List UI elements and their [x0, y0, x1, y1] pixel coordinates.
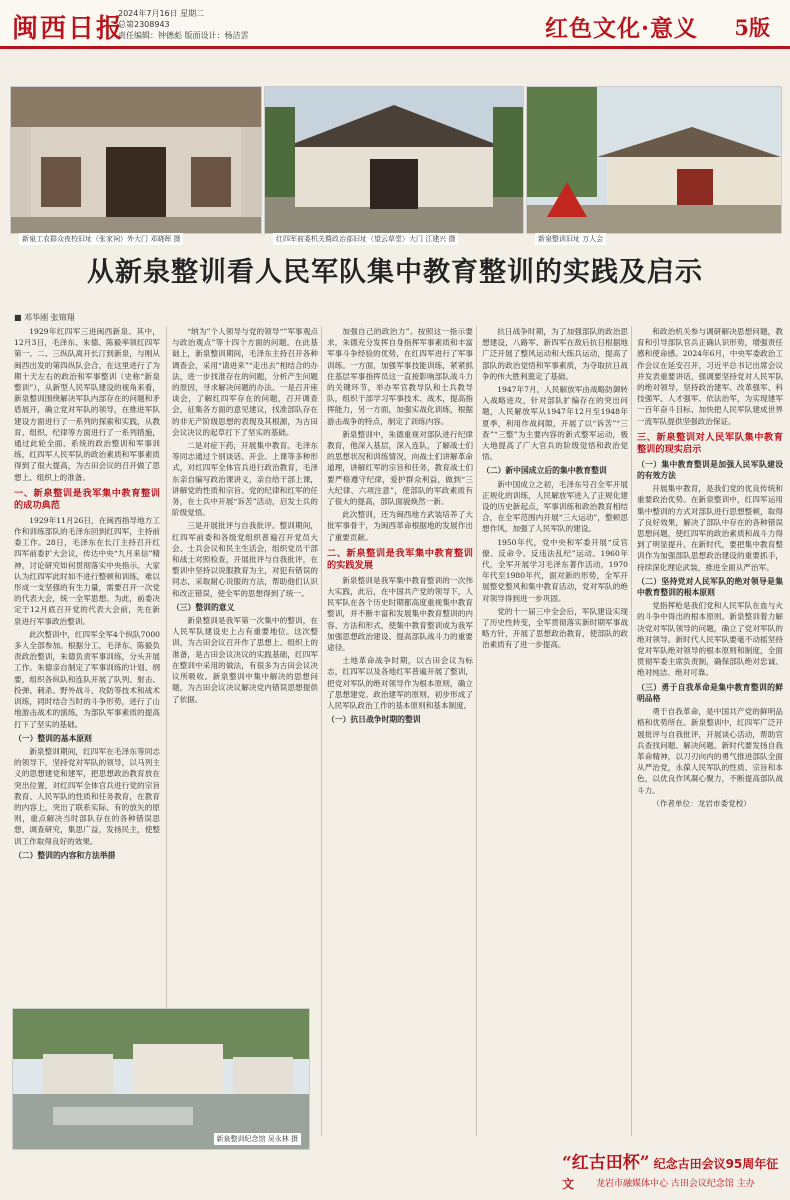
essay-contest-banner: [552, 1140, 784, 1196]
building-icon: [13, 1009, 309, 1149]
page-number: 5版: [734, 15, 770, 40]
article-column-2: [172, 326, 318, 1002]
paragraph: 1929年红四军三进闽西新泉。其中，12月3日，毛泽东、朱德、陈毅率领红四军第一、二、三纵队离开长汀到新泉，与刚从闽西出发的第四纵队会合，在这里进行了为期十天左右的政治和军事整训（史称“新泉整训”），从新型人民军队建设的视角来看，新泉整训围绕解决军队内部存在的问题和矛盾展开，确立党对军队的领导，在推进军队建设方面进行了一系列的探索和实践，从教育、组织、纪律等方面进行了一系列措施，通过此轮全面、系统的政治整训和军事训练，红四军人民军队的政治素质和军事素质得到了很大提高，为古田会议的召开做了思想上、组织上的准备。: [14, 327, 160, 482]
issue-meta: [118, 8, 249, 41]
article-column-4: [482, 326, 628, 1136]
subsection-heading: （二）整训的内容和方法举措: [14, 850, 116, 860]
paragraph: 土地革命战争时期，以古田会议为标志，红四军以及各地红军普遍开展了整训，把党对军队的绝对领导作为根本原则，确立了思想建党、政治建军的原则，初步形成了人民军队政治工作的基本原则和基本制度。: [327, 656, 473, 711]
masthead: [0, 0, 790, 49]
subsection-heading: （三）勇于自我革命是集中教育整训的鲜明品格: [637, 682, 783, 703]
photo-caption: 新泉工农群众夜校旧址（张家祠）外大门 邓晓晖 摄: [19, 233, 183, 245]
subsection-heading: （一）整训的基本原则: [14, 733, 92, 743]
building-icon: [11, 87, 261, 233]
photo-wangyun-hall: [264, 86, 524, 243]
paragraph: 此次整训，还为闽西地方武装培养了大批军事骨干，为闽西革命根据地的发展作出了重要贡献。: [327, 510, 473, 542]
photo-caption: 红四军前委机关暨政治部旧址（望云草堂）大门 江建兴 摄: [273, 233, 458, 245]
paragraph: 1950年代，党中央和军委开展“反官僚、反命令、反违法乱纪”运动。1960年代，全军开展学习毛泽东著作活动，1970年代至1980年代，面对新的形势，全军开展整党整风和集中教育活动，党对军队的绝对领导得到进一步巩固。: [482, 537, 628, 603]
paragraph: 新泉整训期间，红四军在毛泽东等同志的领导下，坚持党对军队的领导，以马列主义的思想建党和建军，把思想政治教育放在突出位置，对红四军全体官兵进行党的宗旨教育、人民军队的性质和任务教育，在教育的内容上，突出了联系实际、有的放矢的原则，重点解决当时部队存在的各种错误思想，调查研究，集思广益，发扬民主，使整训工作取得良好的效果。: [14, 746, 160, 846]
paragraph: 1929年11月26日，在闽西指导地方工作和训练部队的毛泽东回到红四军，主持前委工作。28日，毛泽东在长汀主持召开红四军前委扩大会议，传达中央“九月来信”精神，讨论研究如何贯彻落实中央指示。大家认为红四军此时如不进行整顿和训练，难以形成一支坚强的有生力量，需要召开一次党的代表大会，统一全军思想。为此，前委决定于12月底召开党的代表大会前，先在新泉进行军事政治整训。: [14, 515, 160, 626]
byline: ■ 邓华刚 张锦翔: [14, 313, 75, 322]
building-icon: [265, 87, 523, 233]
building-icon: [527, 87, 781, 233]
paragraph: 新泉整训中，朱德重视对部队进行纪律教育，他深入基层，深入连队，了解战士们的思想状况和训练情况，向战士们讲解革命道理，讲解红军的宗旨和任务，教育战士们要严格遵守纪律，爱护群众利益，做到“三大纪律、六项注意”，使部队的军政素质有了很大的提高，部队面貌焕然一新。: [327, 429, 473, 507]
photo-memorial-hall: [12, 1008, 310, 1150]
photo-training-site: [526, 86, 782, 243]
contest-subtitle: 纪念古田会议95周年征文: [562, 1157, 779, 1191]
section-heading: 一、新泉整训是我军集中教育整训的成功典范: [14, 487, 160, 511]
paragraph: 党的十一届三中全会后，军队建设实现了历史性转变，全军贯彻落实新时期军事战略方针，开展了思想政治教育，使部队的政治素质有了进一步提高。: [482, 606, 628, 650]
subsection-heading: （三）整训的意义: [172, 602, 235, 612]
article-column-3: [327, 326, 473, 1136]
issue-number: 总第2308943: [118, 20, 170, 29]
paragraph: “纳为”个人领导与党的领导“”军事观点与政治观点”等十四个方面的问题。在此基础上，新泉整训期间，毛泽东主持召开各种调查会，采用“请进来”“走出去”相结合的办法，进一步找准存在的问题，分析产生问题的原因，寻求解决问题的办法。一是召开座谈会，了解红四军存在的问题，召开调查会，征集各方面的意见建议，找准部队存在的非无产阶级思想的表现及其根源，为古田会议决议的起草打下了坚实的基础。: [172, 327, 318, 437]
editor-line: 责任编辑：钟德彪 版面设计：杨洁雲: [118, 31, 249, 40]
paragraph: 新泉整训是我军第一次集中的整训，在人民军队建设史上占有重要地位。这次整训，为古田会议召开作了思想上、组织上的准备，是古田会议决议的实践基础，红四军在整训中采用的做法，有很多为古田会议决议所吸收。新泉整训中集中解决的思想问题，为古田会议决议解决党内错误思想提供了依据。: [172, 616, 318, 704]
section-heading: 二、新泉整训是我军集中教育整训的实践发展: [327, 547, 473, 571]
paragraph: 二是对症下药，开展集中教育。毛泽东等同志通过个别谈话、开会、上课等多种形式，对红四军全体官兵进行政治教育，毛泽东亲自编写政治课讲义，亲自给干部上课，讲解党的性质和宗旨、党的纪律和红军的任务，在士兵中开展“诉苦”活动，启发士兵的阶级觉悟。: [172, 441, 318, 518]
author-note: （作者单位：龙岩市委党校）: [652, 798, 751, 808]
photo-night-school: [10, 86, 262, 243]
contest-name: “红古田杯”: [562, 1153, 650, 1173]
subsection-heading: （二）坚持党对人民军队的绝对领导是集中教育整训的根本原则: [637, 576, 783, 598]
photo-caption: 新泉整训纪念馆 吴永林 摄: [214, 1133, 301, 1145]
paragraph: 此次整训中，红四军全军4个纵队7000多人全部参加。根据分工，毛泽东、陈毅负责政治整训，朱德负责军事训练，分头开展工作。朱德亲自制定了军事训练的计划、纲要，组织各纵队和连队开展了队列、射击、投弹、刺杀、野外战斗、攻防等技术和战术训练，同时结合当时的斗争形势，进行了山地游击战术的演练，为部队军事素质的提高打下了坚实的基础。: [14, 629, 160, 729]
headline: 从新泉整训看人民军队集中教育整训的实践及启示: [87, 257, 703, 288]
paragraph: 党指挥枪是我们党和人民军队在血与火的斗争中得出的根本原则。新泉整训着力解决党对军队领导的问题，确立了党对军队的绝对领导。新时代人民军队要毫不动摇坚持党对军队绝对领导的根本原则和制度，全面贯彻军委主席负责制，确保部队绝对忠诚、绝对纯洁、绝对可靠。: [637, 601, 783, 678]
paragraph: 勇于自我革命，是中国共产党的鲜明品格和优势所在。新泉整训中，红四军广泛开展批评与自我批评，开展谈心活动，帮助官兵查找问题、解决问题。新时代要发扬自我革命精神，以刀刃向内的勇气推进部队全面从严治党，永葆人民军队的性质、宗旨和本色，以优良作风凝心聚力，不断提高部队战斗力。: [637, 707, 783, 795]
paragraph: 加强自己的政治力”。按照这一指示要求，朱德充分发挥自身指挥军事素质和丰富军事斗争经验的优势，在红四军进行了军事训练。一方面，加强军事技能训练，紧紧抓住基层军事指挥员这一直接影响部队战斗力的关键环节，举办军官教导队和士兵教导队，组织干部学习军事技术、战术，提高指挥能力，另一方面，加强实战化训练，根据游击战争的特点，制定了训练内容。: [327, 327, 473, 426]
newspaper-logo: 闽西日报: [12, 14, 125, 44]
paragraph: 新泉整训是我军集中教育整训的一次伟大实践，此后，在中国共产党的领导下，人民军队在各个历史时期都高度重视集中教育整训，并不断丰富和发展集中教育整训的内容、方法和形式，使集中教育整训成为我军加强思想政治建设、提高部队战斗力的重要途径。: [327, 575, 473, 653]
issue-date: 2024年7月16日 星期二: [118, 9, 205, 18]
contest-host: 龙岩市融媒体中心 古田会议纪念馆 主办: [596, 1179, 755, 1189]
subsection-heading: （一）集中教育整训是加强人民军队建设的有效方法: [637, 459, 783, 481]
subsection-heading: （一）抗日战争时期的整训: [327, 715, 421, 725]
paragraph: 开展集中教育，是我们党的优良传统和重要政治优势。在新泉整训中，红四军运用集中整训的方式对部队进行思想整顿，取得了良好效果，解决了部队中存在的各种错误思想问题，使红四军的政治素质和战斗力得到了明显提升。在新时代，要把集中教育整训作为加强部队思想政治建设的重要抓手，持续深化理论武装，推进全面从严治军。: [637, 484, 783, 572]
article-column-1: [14, 326, 160, 1002]
section-heading: 三、新泉整训对人民军队集中教育整训的现实启示: [637, 431, 783, 455]
section-title: 红色文化·意义: [544, 15, 698, 42]
paragraph: 1947年7月，人民解放军由战略防御转入战略进攻，针对部队扩编存在的突出问题，人民解放军从1947年12月至1948年夏季，利用作战间隙，开展了以“诉苦”“三查”“三整”为主要内容的新式整军运动，极大地提高了广大官兵的阶级觉悟和政治觉悟。: [482, 385, 628, 462]
photo-caption: 新泉整训旧址 万人会: [535, 233, 606, 245]
paragraph: 三是开展批评与自我批评。整训期间，红四军前委和各级党组织普遍召开党员大会、士兵会议和民主生活会，组织党员干部和战士对照检查，开展批评与自我批评，在整训中坚持以说服教育为主，对犯有错误的同志，采取耐心说服的方法，帮助他们认识和改正错误，使全军的思想得到了统一。: [172, 521, 318, 598]
paragraph: 抗日战争时期，为了加强部队的政治思想建设，八路军、新四军在敌后抗日根据地广泛开展了整风运动和大练兵运动，提高了部队的政治觉悟和军事素质，为夺取抗日战争的伟大胜利奠定了基础。: [482, 327, 628, 381]
paragraph: 和政治机关参与调研解决思想问题，教育和引导部队官兵正确认识形势，增强责任感和使命感。2024年6月，中央军委政治工作会议在延安召开，习近平总书记出席会议并发表重要讲话，强调要坚持党对人民军队的绝对领导，坚持政治建军、改革强军、科技强军、人才强军、依法治军，为实现建军一百年奋斗目标、加快把人民军队建成世界一流军队提供坚强政治保证。: [637, 327, 783, 426]
paragraph: 新中国成立之初，毛泽东号召全军开展正规化的训练，人民解放军进入了正规化建设的历史新起点，军事训练和政治教育相结合，在全军范围内开展“三大运动”，整顿思想作风，加强了人民军队的建设。: [482, 479, 628, 534]
article-column-5: [637, 326, 783, 1126]
subsection-heading: （二）新中国成立后的集中教育整训: [482, 466, 607, 476]
photo-strip: [10, 86, 780, 244]
